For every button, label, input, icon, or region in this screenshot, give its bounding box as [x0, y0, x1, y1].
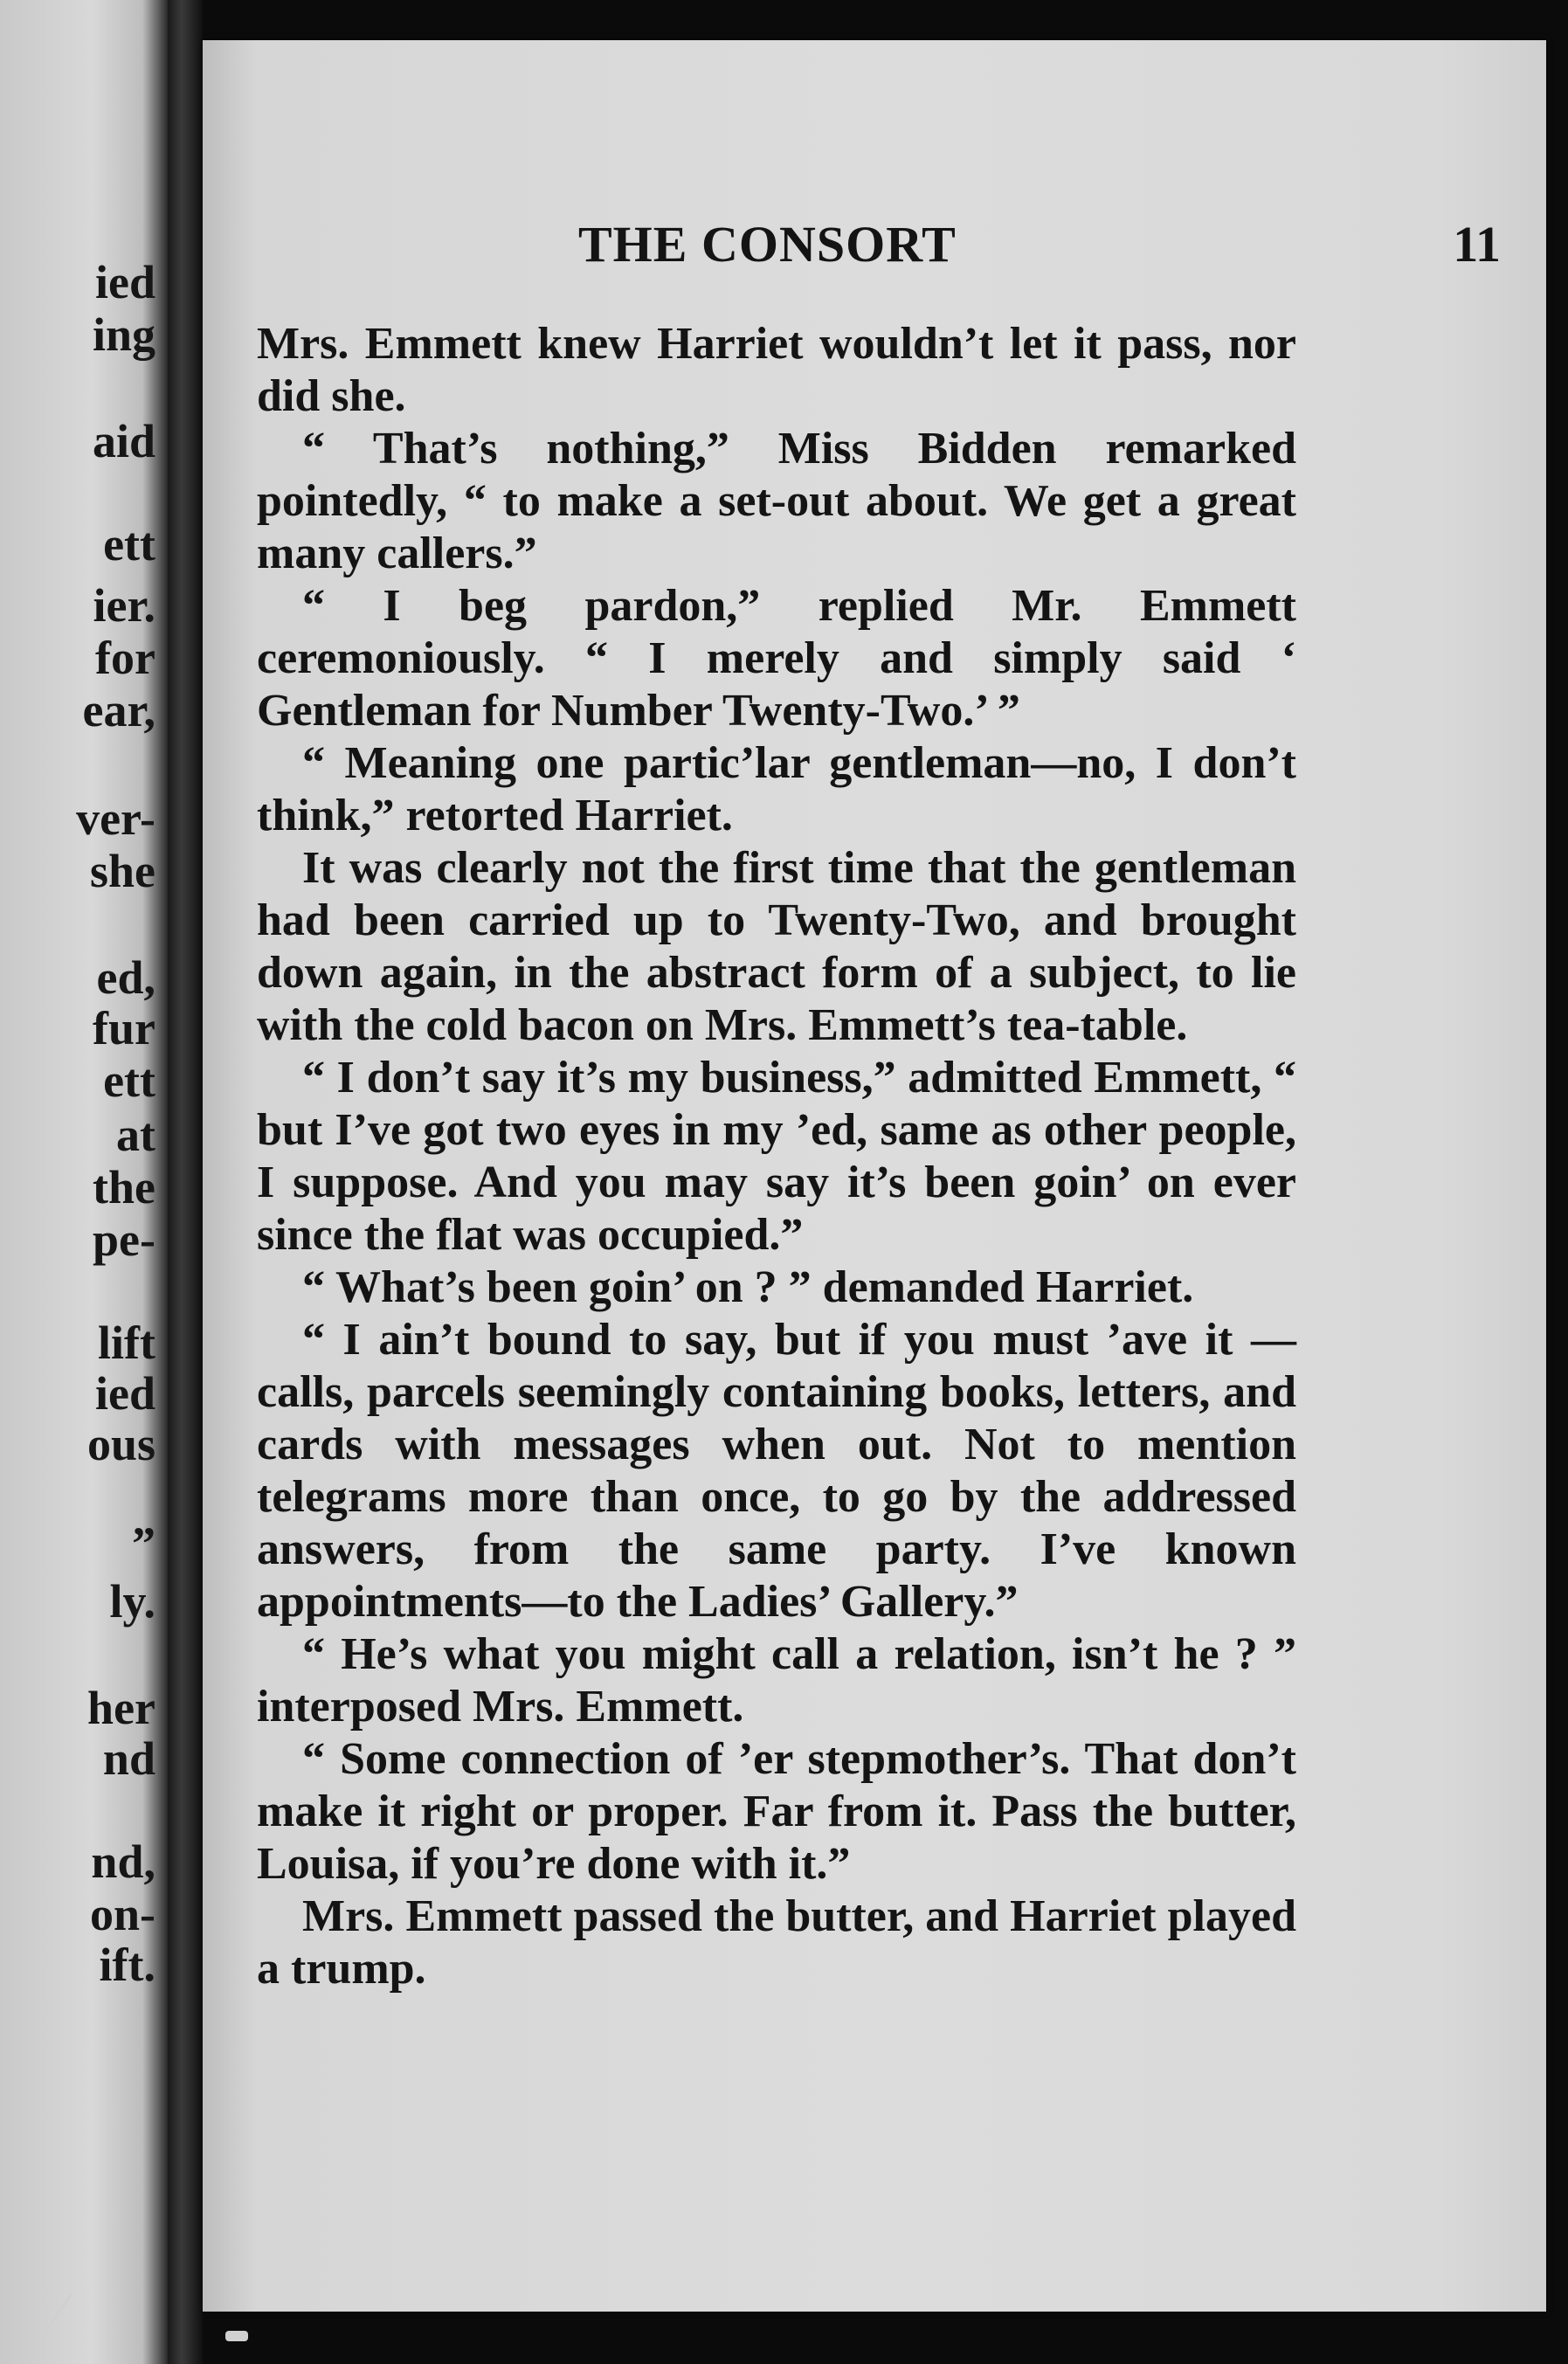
- facing-page-fragment: ous: [86, 1418, 155, 1470]
- paragraph: “ What’s been goin’ on ? ” demanded Harriet.: [302, 1262, 1194, 1312]
- book-page: [203, 40, 1546, 2312]
- paragraph: It was clearly not the first time that the gentleman had been carried up to Twenty-Two, and brought down again, in the abstract form of a subject, to lie with the cold bacon on Mrs. Emmett’s tea-table.: [257, 843, 1296, 1050]
- facing-page-edge: [0, 0, 168, 2364]
- facing-page-fragment: at: [116, 1109, 155, 1161]
- facing-page-fragment: the: [93, 1161, 155, 1213]
- paragraph: “ Some connection of ’er stepmother’s. That don’t make it right or proper. Far from it. Pass the butter, Louisa, if you’re done with it.”: [257, 1734, 1296, 1889]
- facing-page-fragment: fur: [93, 1002, 155, 1054]
- facing-page-fragment: ing: [92, 308, 155, 361]
- facing-page-fragment: for: [95, 632, 155, 684]
- facing-page-fragment: she: [89, 845, 155, 897]
- paragraph: “ I ain’t bound to say, but if you must ’ave it —calls, parcels seemingly containing books, letters, and cards with messages when out. Not to mention telegrams more than once, to go by the addressed answers, from the same party. I’ve known appointments—to the Ladies’ Gallery.”: [257, 1315, 1296, 1627]
- paragraph: “ That’s nothing,” Miss Bidden remarked pointedly, “ to make a set-out about. We get a great many callers.”: [257, 424, 1296, 578]
- facing-page-fragment: ift.: [99, 1939, 155, 1991]
- facing-page-fragment: pe-: [93, 1213, 155, 1266]
- paragraph: “ He’s what you might call a relation, isn’t he ? ” interposed Mrs. Emmett.: [257, 1629, 1296, 1732]
- facing-page-fragment: ver-: [76, 792, 155, 845]
- facing-page-fragment: ly.: [109, 1575, 155, 1628]
- facing-page-fragment: her: [87, 1682, 155, 1734]
- facing-page-fragment: ”: [132, 1517, 155, 1570]
- facing-page-fragment: ier.: [93, 579, 155, 632]
- scan-artifact: [225, 2331, 248, 2341]
- facing-page-fragment: aid: [92, 415, 155, 467]
- facing-page-fragment: lift: [98, 1317, 155, 1369]
- paragraph: “ I don’t say it’s my business,” admitted Emmett, “ but I’ve got two eyes in my ’ed, same as other people, I suppose. And you may say it’s been goin’ on ever since the flat was occupied.”: [257, 1053, 1296, 1260]
- running-head: [203, 215, 1546, 276]
- book-gutter: [168, 0, 203, 2364]
- page-number: 11: [1453, 216, 1501, 273]
- facing-page-fragment: ied: [94, 1367, 155, 1420]
- facing-page-fragment: ett: [103, 1054, 155, 1107]
- facing-page-fragment: nd,: [91, 1835, 155, 1888]
- paragraph: Mrs. Emmett knew Harriet wouldn’t let it pass, nor did she.: [257, 319, 1296, 421]
- body-text: [257, 318, 1296, 1995]
- facing-page-fragment: on-: [89, 1888, 155, 1940]
- paragraph: Mrs. Emmett passed the butter, and Harriet played a trump.: [257, 1891, 1296, 1994]
- facing-page-fragment: ear,: [82, 684, 155, 736]
- running-title: THE CONSORT: [578, 216, 957, 273]
- facing-page-fragment: nd: [102, 1732, 155, 1785]
- paragraph: “ Meaning one partic’lar gentleman—no, I don’t think,” retorted Harriet.: [257, 738, 1296, 840]
- facing-page-fragment: ed,: [96, 951, 155, 1004]
- paragraph: “ I beg pardon,” replied Mr. Emmett ceremoniously. “ I merely and simply said ‘ Gentleman for Number Twenty-Two.’ ”: [257, 581, 1296, 736]
- facing-page-fragment: ett: [103, 518, 155, 570]
- facing-page-fragment: ied: [94, 256, 155, 308]
